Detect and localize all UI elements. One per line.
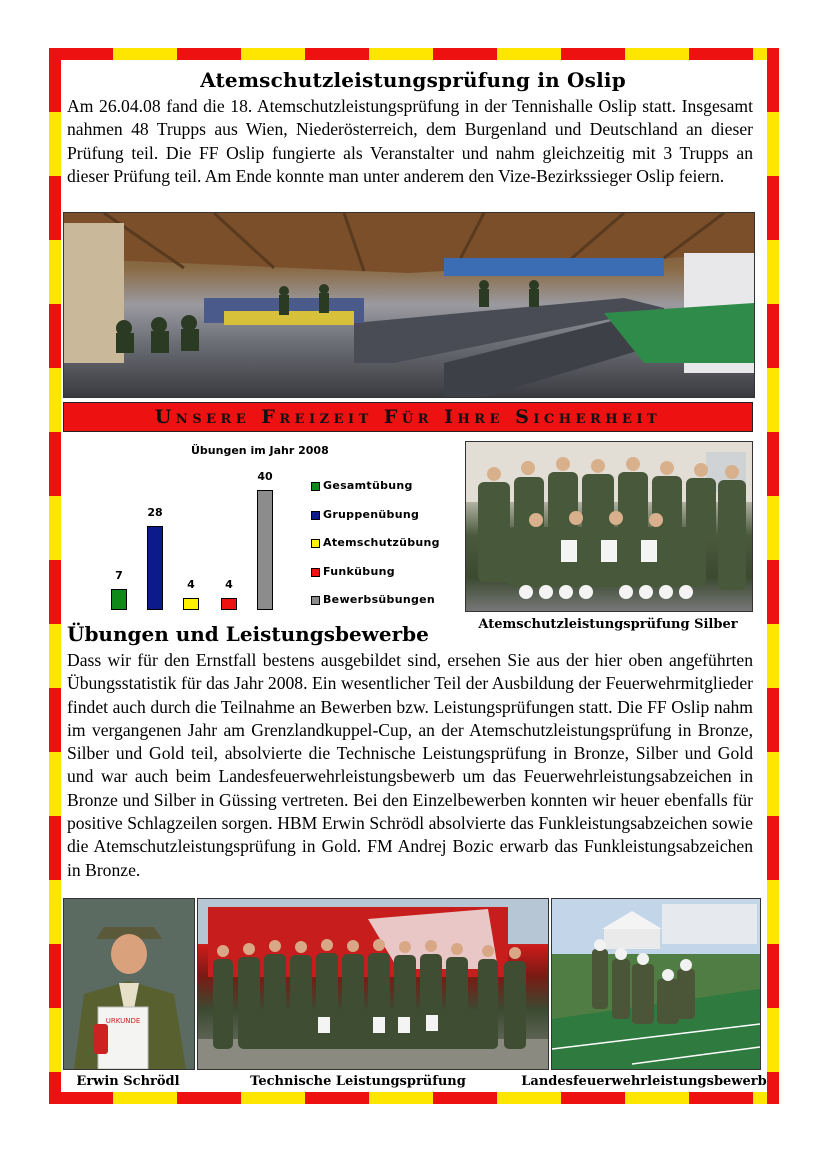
intro-paragraph: Am 26.04.08 fand die 18. Atemschutzleistungsprüfung in der Tennishalle Oslip statt. Insgesamt nahmen 48 Trupps aus Wien, Niederösterreich, dem Burgenland und Deutschland an dieser Prüfung teil. Die FF Oslip fungierte als Veranstalter und nahm gleichzeitig mit 3 Trupps an dieser Prüfung teil. Am Ende konnte man unter anderem den Vize-Bezirkssieger Oslip feiern. <box>67 96 753 186</box>
silver-team-photo <box>465 441 753 612</box>
border-bottom <box>49 1092 779 1104</box>
legend-swatch <box>311 568 320 577</box>
state-competition-photo <box>551 898 761 1070</box>
exercise-chart <box>63 440 453 615</box>
legend-label: Gesamtübung <box>323 479 413 492</box>
erwin-caption: Erwin Schrödl <box>76 1074 180 1089</box>
chart-value-label: 4 <box>225 578 233 591</box>
legend-swatch <box>311 539 320 548</box>
chart-bar-gesamtübung <box>111 589 127 610</box>
chart-bar-funkübung <box>221 598 237 610</box>
chart-value-label: 7 <box>115 569 123 582</box>
legend-label: Atemschutzübung <box>323 536 440 549</box>
article-title: Atemschutzleistungsprüfung in Oslip <box>200 68 626 92</box>
erwin-schroedl-photo <box>63 898 195 1070</box>
chart-title: Übungen im Jahr 2008 <box>191 444 329 457</box>
border-left <box>49 48 61 1104</box>
certificate-label: URKUNDE <box>105 1017 141 1025</box>
tennis-hall-photo <box>63 212 755 398</box>
chart-bar-atemschutzübung <box>183 598 199 610</box>
slogan-banner <box>63 402 753 432</box>
section-body: Dass wir für den Ernstfall bestens ausgebildet sind, ersehen Sie aus der hier oben angeführten Übungsstatistik für das Jahr 2008. Ein wesentlicher Teil der Ausbildung der Feuerwehrmitglieder findet auch durch die Teilnahme an Bewerben bzw. Leistungsprüfungen statt. Die FF Oslip nahm im vergangenen Jahr am Grenzlandkuppel-Cup, an der Atemschutzleistungsprüfung in Bronze, Silber und Gold teil, absolvierte die Technische Leistungsprüfung in Bronze, Silber und Gold und war auch beim Landesfeuerwehrleistungsbewerb um das Feuerwehrleistungsabzeichen in Bronze und Silber in Güssing vertreten. Bei den Einzelbewerben konnten wir heuer ebenfalls für positive Schlagzeilen sorgen. HBM Erwin Schrödl absolvierte das Funkleistungsabzeichen sowie die Atemschutzleistungsprüfung in Gold. FM Andrej Bozic erwarb das Funkleistungsabzeichen in Bronze. <box>67 650 753 880</box>
slogan-text: Unsere Freizeit Für Ihre Sicherheit <box>154 406 662 428</box>
legend-swatch <box>311 511 320 520</box>
legend-label: Funkübung <box>323 564 395 578</box>
landes-caption: Landesfeuerwehrleistungsbewerb <box>521 1074 767 1089</box>
chart-bar-gruppenübung <box>147 526 163 610</box>
border-top <box>49 48 779 60</box>
tech-caption: Technische Leistungsprüfung <box>250 1074 466 1089</box>
legend-swatch <box>311 482 320 491</box>
legend-swatch <box>311 596 320 605</box>
chart-value-label: 28 <box>147 506 163 519</box>
legend-label: Gruppenübung <box>323 507 420 521</box>
technical-test-photo <box>197 898 549 1070</box>
legend-label: Bewerbsübungen <box>323 593 436 606</box>
chart-bar-bewerbsübungen <box>257 490 273 610</box>
section-heading: Übungen und Leistungsbewerbe <box>67 622 429 646</box>
chart-value-label: 40 <box>257 470 273 483</box>
chart-value-label: 4 <box>187 578 195 591</box>
border-right <box>767 48 779 1104</box>
team-photo-caption: Atemschutzleistungsprüfung Silber <box>478 617 738 632</box>
